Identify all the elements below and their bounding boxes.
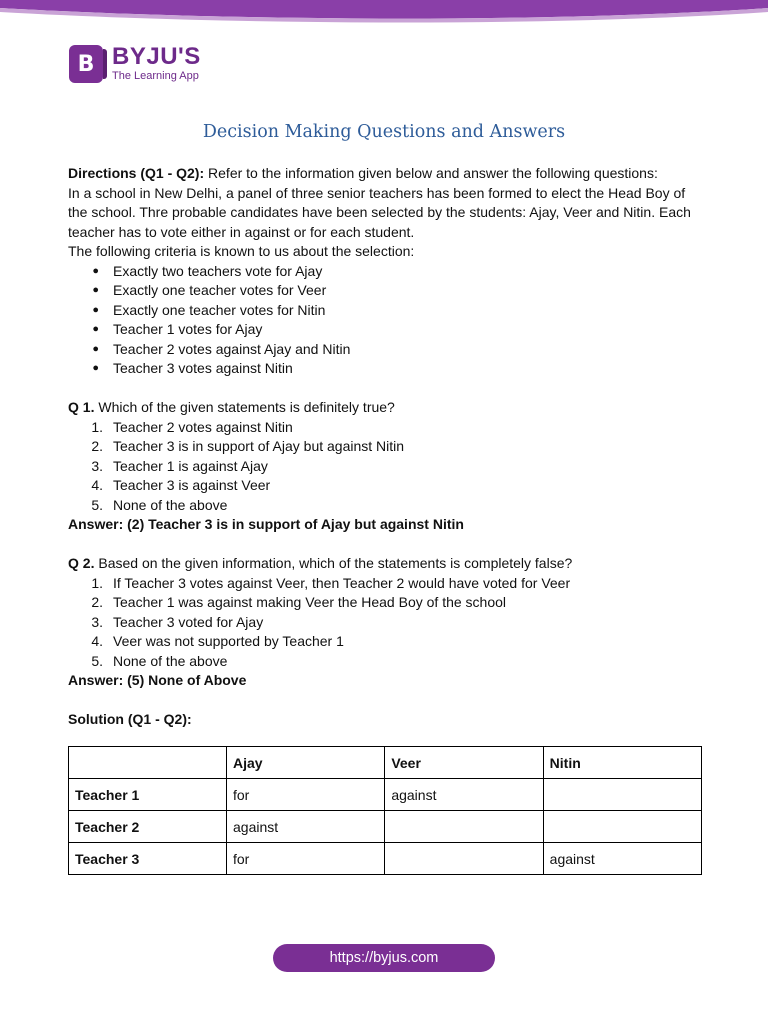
directions-line — [68, 164, 708, 184]
table-cell: for — [227, 843, 385, 875]
criteria-item: ● Teacher 1 votes for Ajay — [92, 321, 263, 337]
solution-heading: Solution (Q1 - Q2): — [68, 711, 192, 727]
q1-option: 5. None of the above — [91, 496, 228, 513]
footer-url-link[interactable]: https://byjus.com — [273, 944, 495, 972]
byjus-logo[interactable] — [69, 42, 201, 83]
document-body — [68, 164, 708, 730]
logo-badge-icon: B — [69, 45, 103, 83]
criteria-item: ● Exactly two teachers vote for Ajay — [92, 262, 323, 279]
table-cell: against — [385, 779, 543, 811]
q1-option: 1. Teacher 2 votes against Nitin — [91, 418, 293, 435]
table-cell — [385, 843, 543, 875]
table-cell — [543, 811, 701, 843]
q2-option: 3. Teacher 3 voted for Ajay — [91, 613, 264, 630]
q2-label: Q 2. — [68, 555, 95, 571]
q1-option: 2. Teacher 3 is in support of Ajay but against Nitin — [91, 438, 405, 454]
table-row — [69, 779, 702, 811]
q2-text: Based on the given information, which of the statements is completely false? — [94, 555, 573, 571]
table-header-cell: Nitin — [543, 747, 701, 779]
q1-options — [68, 418, 708, 516]
table-row-header: Teacher 3 — [69, 843, 227, 875]
q2-option: 4. Veer was not supported by Teacher 1 — [91, 633, 344, 649]
logo-brand-text: BYJU'S — [112, 42, 201, 70]
table-cell: against — [543, 843, 701, 875]
q1-option: 4. Teacher 3 is against Veer — [91, 477, 271, 493]
table-row-header: Teacher 1 — [69, 779, 227, 811]
criteria-item: ● Teacher 3 votes against Nitin — [92, 360, 293, 376]
page-title: Decision Making Questions and Answers — [202, 122, 566, 142]
q2-option: 1. If Teacher 3 votes against Veer, then Teacher 2 would have voted for Veer — [91, 574, 571, 591]
table-row — [69, 811, 702, 843]
table-row-header: Teacher 2 — [69, 811, 227, 843]
directions-label: Directions (Q1 - Q2): — [68, 165, 205, 181]
q2-option: 5. None of the above — [91, 652, 228, 669]
directions-text: Refer to the information given below and answer the following questions: — [204, 165, 658, 181]
logo-tagline: The Learning App — [112, 69, 199, 82]
q1-text: Which of the given statements is definitely true? — [94, 399, 395, 415]
table-cell — [543, 779, 701, 811]
q1-question — [68, 398, 708, 418]
q2-option: 2. Teacher 1 was against making Veer the Head Boy of the school — [91, 594, 507, 610]
top-swoosh-banner — [0, 0, 768, 30]
table-header-cell: Veer — [385, 747, 543, 779]
table-row — [69, 843, 702, 875]
solution-table — [68, 746, 702, 875]
table-cell: against — [227, 811, 385, 843]
q2-answer: Answer: (5) None of Above — [68, 672, 247, 688]
q2-options — [68, 574, 708, 672]
criteria-item: ● Teacher 2 votes against Ajay and Nitin — [92, 340, 351, 357]
directions-paragraph: In a school in New Delhi, a panel of three senior teachers has been formed to elect the Head Boy of the school. Thre probable candidates have been selected by the students: Ajay, Veer and Nitin. Each teacher has to vote either in against or for each student. — [68, 184, 691, 240]
q1-label: Q 1. — [68, 399, 95, 415]
criteria-item: ● Exactly one teacher votes for Veer — [92, 282, 327, 298]
table-header-row — [69, 747, 702, 779]
criteria-list — [68, 262, 708, 379]
table-cell: for — [227, 779, 385, 811]
q2-question — [68, 554, 708, 574]
table-cell — [385, 811, 543, 843]
criteria-item: ● Exactly one teacher votes for Nitin — [92, 301, 326, 318]
q1-option: 3. Teacher 1 is against Ajay — [91, 457, 268, 474]
criteria-intro: The following criteria is known to us about the selection: — [68, 243, 415, 259]
table-header-cell — [69, 747, 227, 779]
table-header-cell: Ajay — [227, 747, 385, 779]
q1-answer: Answer: (2) Teacher 3 is in support of Ajay but against Nitin — [68, 516, 464, 532]
